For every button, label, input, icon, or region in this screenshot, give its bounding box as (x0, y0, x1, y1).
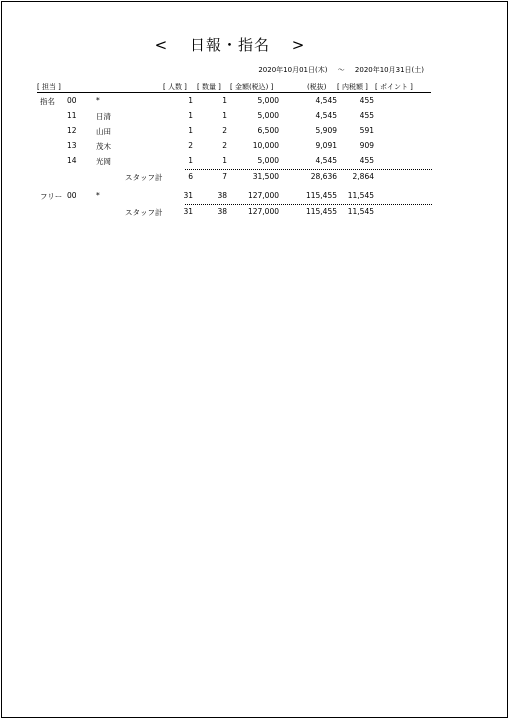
report-title (0, 34, 460, 55)
subtotal-row (0, 172, 511, 183)
included-tax: 591 (359, 126, 374, 135)
amount-tax-included: 5,000 (257, 111, 279, 120)
quantity: 2 (222, 126, 227, 135)
staff-name: 光岡 (96, 157, 111, 166)
included-tax: 11,545 (347, 191, 374, 200)
amount-tax-included: 10,000 (252, 141, 279, 150)
header-points: [ ポイント ] (375, 83, 413, 91)
people-count: 1 (188, 111, 193, 120)
people-count: 31 (183, 191, 193, 200)
subtotal-label: スタッフ計 (125, 173, 163, 182)
amount-tax-excluded: 4,545 (315, 111, 337, 120)
quantity: 1 (222, 96, 227, 105)
amount-tax-excluded: 4,545 (315, 156, 337, 165)
amount-tax-excluded: 115,455 (305, 191, 337, 200)
header-amount: [ 金額(税込) ] (230, 83, 274, 91)
subtotal-tax-excluded: 115,455 (305, 207, 337, 216)
table-row (0, 156, 511, 167)
subtotal-divider (185, 169, 432, 170)
subtotal-tax-excluded: 28,636 (310, 172, 337, 181)
subtotal-tax: 11,545 (347, 207, 374, 216)
staff-code: 14 (67, 156, 77, 165)
category-label: フリー (40, 192, 63, 201)
date-separator: ～ (337, 66, 345, 74)
page-border (1, 1, 508, 718)
quantity: 1 (222, 156, 227, 165)
date-to: 2020年10月31日(土) (354, 66, 424, 74)
staff-name: 日清 (96, 112, 111, 121)
subtotal-amount: 31,500 (252, 172, 279, 181)
amount-tax-excluded: 4,545 (315, 96, 337, 105)
people-count: 1 (188, 156, 193, 165)
subtotal-amount: 127,000 (247, 207, 279, 216)
staff-code: 00 (67, 96, 77, 105)
subtotal-people: 31 (183, 207, 193, 216)
table-row (0, 111, 511, 122)
staff-code: 11 (67, 111, 77, 120)
title-text: 日報・指名 (189, 36, 270, 54)
quantity: 1 (222, 111, 227, 120)
people-count: 1 (188, 126, 193, 135)
quantity: 2 (222, 141, 227, 150)
subtotal-people: 6 (188, 172, 193, 181)
date-from: 2020年10月01日(木) (258, 66, 328, 74)
header-underline (37, 92, 431, 93)
staff-code: 00 (67, 191, 77, 200)
header-qty: [ 数量 ] (197, 83, 221, 91)
column-headers (0, 82, 511, 92)
subtotal-tax: 2,864 (352, 172, 374, 181)
subtotal-label: スタッフ計 (125, 208, 163, 217)
staff-code: 12 (67, 126, 77, 135)
staff-name: * (96, 96, 100, 105)
table-row (0, 191, 511, 202)
staff-name: 山田 (96, 127, 111, 136)
included-tax: 909 (359, 141, 374, 150)
staff-name: * (96, 191, 100, 200)
people-count: 2 (188, 141, 193, 150)
subtotal-divider (185, 204, 432, 205)
title-open-bracket: < (154, 36, 169, 54)
quantity: 38 (217, 191, 227, 200)
amount-tax-included: 6,500 (257, 126, 279, 135)
people-count: 1 (188, 96, 193, 105)
amount-tax-excluded: 5,909 (315, 126, 337, 135)
table-row (0, 141, 511, 152)
date-range (258, 65, 424, 75)
amount-tax-included: 5,000 (257, 96, 279, 105)
header-staff: [ 担当 ] (37, 83, 61, 91)
included-tax: 455 (359, 111, 374, 120)
table-row (0, 96, 511, 107)
header-tax-excl: (税抜) (307, 83, 327, 91)
category-label: 指名 (40, 97, 55, 106)
table-row (0, 126, 511, 137)
subtotal-quantity: 7 (222, 172, 227, 181)
included-tax: 455 (359, 156, 374, 165)
header-tax-incl: [ 内税額 ] (337, 83, 368, 91)
amount-tax-included: 5,000 (257, 156, 279, 165)
subtotal-row (0, 207, 511, 218)
title-close-bracket: > (291, 36, 306, 54)
amount-tax-excluded: 9,091 (315, 141, 337, 150)
amount-tax-included: 127,000 (247, 191, 279, 200)
staff-name: 茂木 (96, 142, 111, 151)
subtotal-quantity: 38 (217, 207, 227, 216)
staff-code: 13 (67, 141, 77, 150)
included-tax: 455 (359, 96, 374, 105)
header-people: [ 人数 ] (163, 83, 187, 91)
